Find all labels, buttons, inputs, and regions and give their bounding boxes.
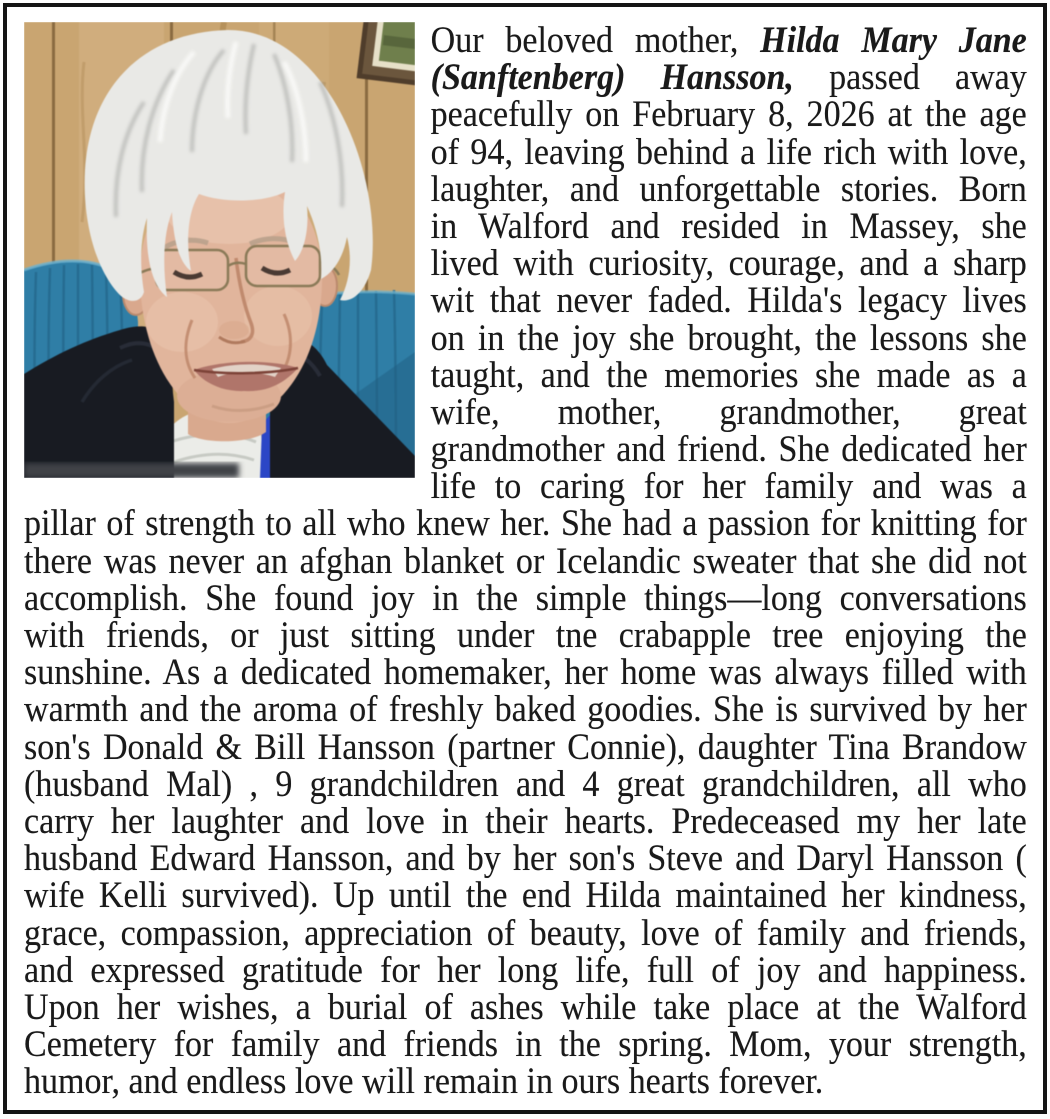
obit-line-12: grandmother and friend. She dedicated her [430,429,1027,471]
obit-line-5: laughter, and unforgettable stories. Born [430,168,1027,210]
obit-line-28: Cemetery for family and friends in the spring. Mom, your strength, [24,1024,1027,1066]
obit-line-6: in Walford and resided in Massey, she [430,205,1027,247]
obit-line-1: Our beloved mother, Hilda Mary Jane [430,20,1027,61]
obit-line-4: of 94, leaving behind a life rich with love, [430,131,1027,173]
obit-line-11: wife, mother, grandmother, great [430,391,1027,433]
obit-line-24: wife Kelli survived). Up until the end Hilda maintained her kindness, [24,875,1027,917]
obit-line-2: (Sanftenberg) Hansson, passed away [430,57,1027,99]
obituary-clipping [3,3,1047,1114]
obit-line-16: accomplish. She found joy in the simple things—long conversations [24,577,1027,619]
obit-line-29: humor, and endless love will remain in ours hearts forever. [24,1061,824,1103]
obit-line-27: Upon her wishes, a burial of ashes while take place at the Walford [24,986,1027,1028]
obit-line-19: warmth and the aroma of freshly baked goodies. She is survived by her [24,689,1027,731]
obit-line-26: and expressed gratitude for her long life, full of joy and happiness. [24,949,1027,991]
portrait-photo [24,22,415,478]
obit-line-9: on in the joy she brought, the lessons she [430,317,1027,359]
foreground-dark-band [24,463,239,478]
obituary-content [24,20,1027,1103]
obit-line-17: with friends, or just sitting under tne crabapple tree enjoying the [24,615,1027,656]
obit-line-20: son's Donald & Bill Hansson (partner Connie), daughter Tina Brandow [24,726,1027,768]
obit-line-25: grace, compassion, appreciation of beauty, love of family and friends, [24,912,1027,954]
obit-line-18: sunshine. As a dedicated homemaker, her home was always filled with [24,652,1027,694]
obit-line-21: (husband Mal) , 9 grandchildren and 4 great grandchildren, all who [24,763,1027,805]
obit-line-8: wit that never faded. Hilda's legacy lives [430,280,1027,322]
obit-line-7: lived with curiosity, courage, and a sharp [430,243,1027,285]
obit-line-13: life to caring for her family and was a [430,466,1027,508]
framed-picture [357,22,415,89]
obit-line-15: there was never an afghan blanket or Icelandic sweater that she did not [24,540,1027,582]
obit-line-22: carry her laughter and love in their hearts. Predeceased my her late [24,800,1027,842]
obit-line-14: pillar of strength to all who knew her. She had a passion for knitting for [24,503,1027,545]
obit-line-10: taught, and the memories she made as a [430,354,1027,396]
obit-line-3: peacefully on February 8, 2026 at the age [430,94,1027,136]
obit-line-23: husband Edward Hansson, and by her son's Steve and Daryl Hansson ( [24,838,1027,880]
portrait-photo-drawing [24,22,415,478]
